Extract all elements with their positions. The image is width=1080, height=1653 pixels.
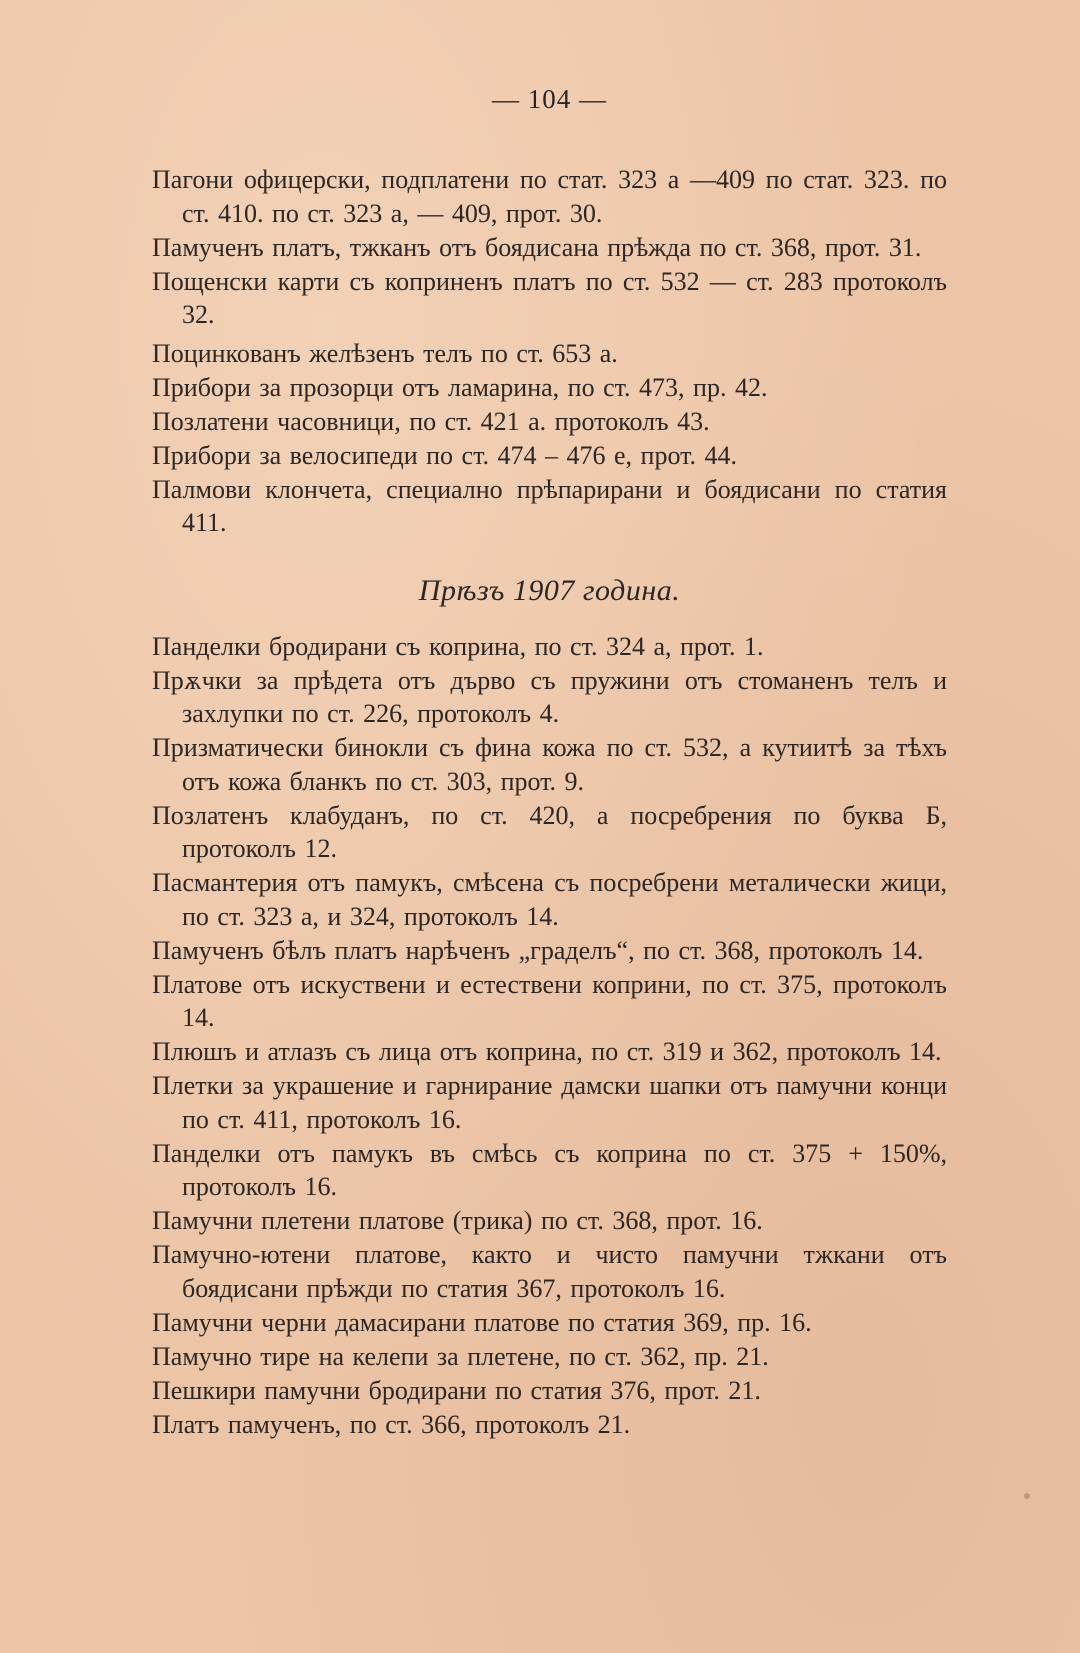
list-item: Пасмантерия отъ памукъ, смѣсена съ посребрени металически жици, по ст. 323 а, и 324, протоколъ 14.: [152, 868, 947, 931]
list-item: Поцинкованъ желѣзенъ телъ по ст. 653 а.: [152, 338, 618, 368]
list-item: Памучно тире на келепи за плетене, по ст. 362, пр. 21.: [152, 1341, 769, 1371]
list-item: Прѫчки за прѣдета отъ дърво съ пружини отъ стоманенъ телъ и захлупки по ст. 226, протоколъ 4.: [152, 665, 947, 728]
document-page: [152, 80, 947, 1620]
list-item: Прибори за велосипеди по ст. 474 – 476 е, прот. 44.: [152, 440, 738, 470]
list-item: Позлатенъ клабуданъ, по ст. 420, а посребрения по буква Б, протоколъ 12.: [152, 800, 947, 863]
list-item: Пощенски карти съ коприненъ платъ по ст. 532 — ст. 283 протоколъ 32.: [152, 266, 947, 329]
paper-speck: [1024, 1493, 1030, 1499]
list-item: Палмови клончета, специално прѣпарирани и боядисани по статия 411.: [152, 474, 947, 537]
list-item: Платъ памученъ, по ст. 366, протоколъ 21.: [152, 1409, 631, 1439]
list-item: Пешкири памучни бродирани по статия 376, прот. 21.: [152, 1375, 761, 1405]
list-item: Пагони офицерски, подплатени по стат. 323 а —409 по стат. 323. по ст. 410. по ст. 323 а, — 409, прот. 30.: [152, 165, 947, 228]
list-item: Плетки за украшение и гарнирание дамски шапки отъ памучни конци по ст. 411, протоколъ 16.: [152, 1071, 947, 1134]
section-heading: Прѣзъ 1907 година.: [418, 573, 681, 607]
entries-before-list: [152, 163, 947, 540]
list-item: Памучни плетени платове (трика) по ст. 368, прот. 16.: [152, 1206, 763, 1235]
list-item: Плюшъ и атлазъ съ лица отъ коприна, по ст. 319 и 362, протоколъ 14.: [152, 1037, 942, 1066]
list-item: Памученъ бѣлъ платъ нарѣченъ „граделъ“, по ст. 368, протоколъ 14.: [152, 935, 924, 965]
list-item: Памучни черни дамасирани платове по статия 369, пр. 16.: [152, 1307, 812, 1337]
list-item: Памученъ платъ, тжканъ отъ боядисана прѣжда по ст. 368, прот. 31.: [152, 232, 922, 262]
list-item: Платове отъ искуствени и естествени коприни, по ст. 375, протоколъ 14.: [152, 969, 947, 1032]
list-item: Прибори за прозорци отъ ламарина, по ст. 473, пр. 42.: [152, 372, 768, 402]
list-item: Панделки отъ памукъ въ смѣсь съ коприна по ст. 375 + 150%, протоколъ 16.: [152, 1138, 947, 1201]
list-item: Призматически бинокли съ фина кожа по ст. 532, а кутиитѣ за тѣхъ отъ кожа бланкъ по ст. 303, прот. 9.: [152, 733, 947, 796]
entries-after-list: [152, 630, 947, 1442]
list-item: Панделки бродирани съ коприна, по ст. 324 а, прот. 1.: [152, 631, 764, 661]
list-item: Памучно-ютени платове, както и чисто памучни тжкани отъ боядисани прѣжди по статия 367, протоколъ 16.: [152, 1240, 947, 1303]
list-item: Позлатени часовници, по ст. 421 а. протоколъ 43.: [152, 406, 710, 436]
page-number: — 104 —: [492, 84, 607, 114]
